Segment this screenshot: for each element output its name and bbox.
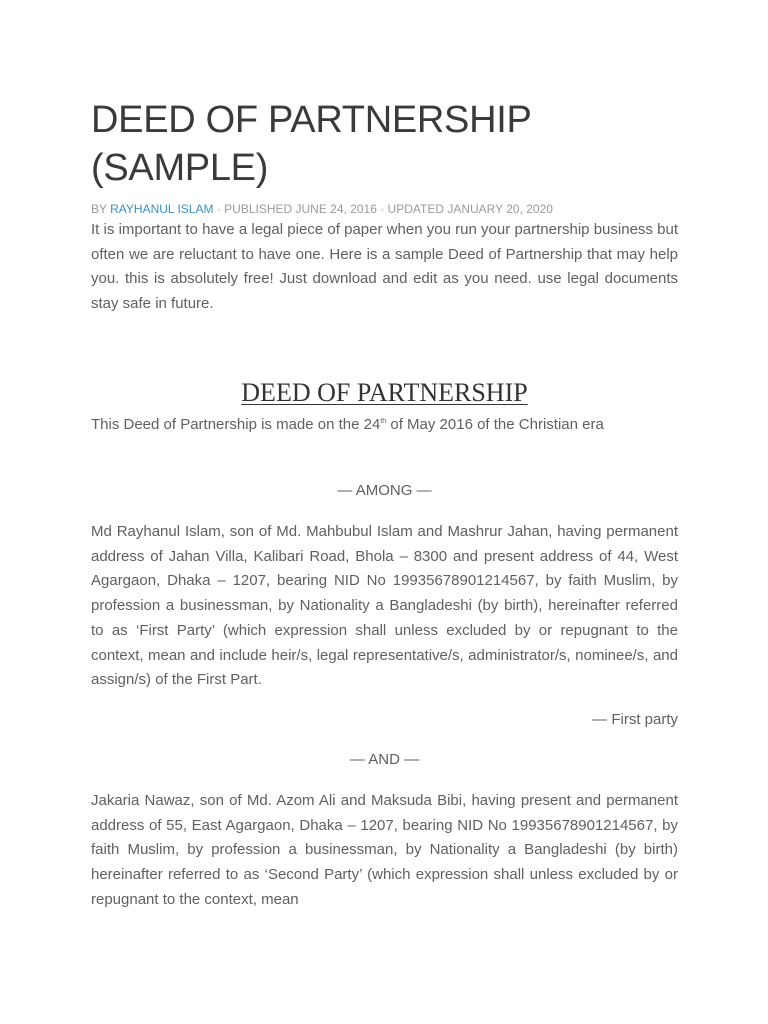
deed-date-text-before: This Deed of Partnership is made on the 24	[91, 416, 381, 433]
deed-date-ordinal: th	[380, 418, 387, 425]
deed-date-text-after: of May 2016 of the Christian era	[386, 416, 604, 433]
deed-heading: DEED OF PARTNERSHIP	[241, 378, 528, 407]
article-title-line-1: DEED OF PARTNERSHIP	[91, 99, 532, 141]
first-party-label: — First party	[592, 710, 678, 728]
publish-dates: · PUBLISHED JUNE 24, 2016 · UPDATED JANUARY 20, 2020	[213, 202, 553, 216]
second-party-paragraph: Jakaria Nawaz, son of Md. Azom Ali and Maksuda Bibi, having present and permanent address of 55, East Agargaon, Dhaka – 1207, bearing NID No 19935678901214567, by faith Muslim, by profession a businessman, by Nationality a Bangladeshi (by birth) hereinafter referred to as ‘Second Party’ (which expression shall unless excluded by or repugnant to the context, mean	[91, 791, 678, 908]
among-divider: — AMONG —	[337, 482, 432, 499]
article-title-line-2: (SAMPLE)	[91, 147, 269, 189]
and-divider: — AND —	[349, 750, 420, 768]
byline-prefix: BY	[91, 202, 111, 216]
intro-paragraph: It is important to have a legal piece of paper when you run your partnership business but often we are reluctant to have one. Here is a sample Deed of Partnership that may help you. this is absolutely free! Just download and edit as you need. use legal documents stay safe in future.	[91, 221, 678, 312]
author-link[interactable]: RAYHANUL ISLAM	[110, 202, 214, 216]
article-body	[91, 96, 678, 912]
first-party-paragraph: Md Rayhanul Islam, son of Md. Mahbubul Islam and Mashrur Jahan, having permanent address of Jahan Villa, Kalibari Road, Bhola – 8300 and present address of 44, West Agargaon, Dhaka – 1207, bearing NID No 19935678901214567, by faith Muslim, by profession a businessman, by Nationality a Bangladeshi (by birth), hereinafter referred to as ‘First Party’ (which expression shall unless excluded by or repugnant to the context, mean and include heir/s, legal representative/s, administrator/s, nominee/s, and assign/s) of the First Part.	[91, 523, 678, 689]
article-meta	[91, 201, 678, 217]
deed-date-statement	[91, 414, 678, 436]
article-title	[91, 96, 678, 192]
